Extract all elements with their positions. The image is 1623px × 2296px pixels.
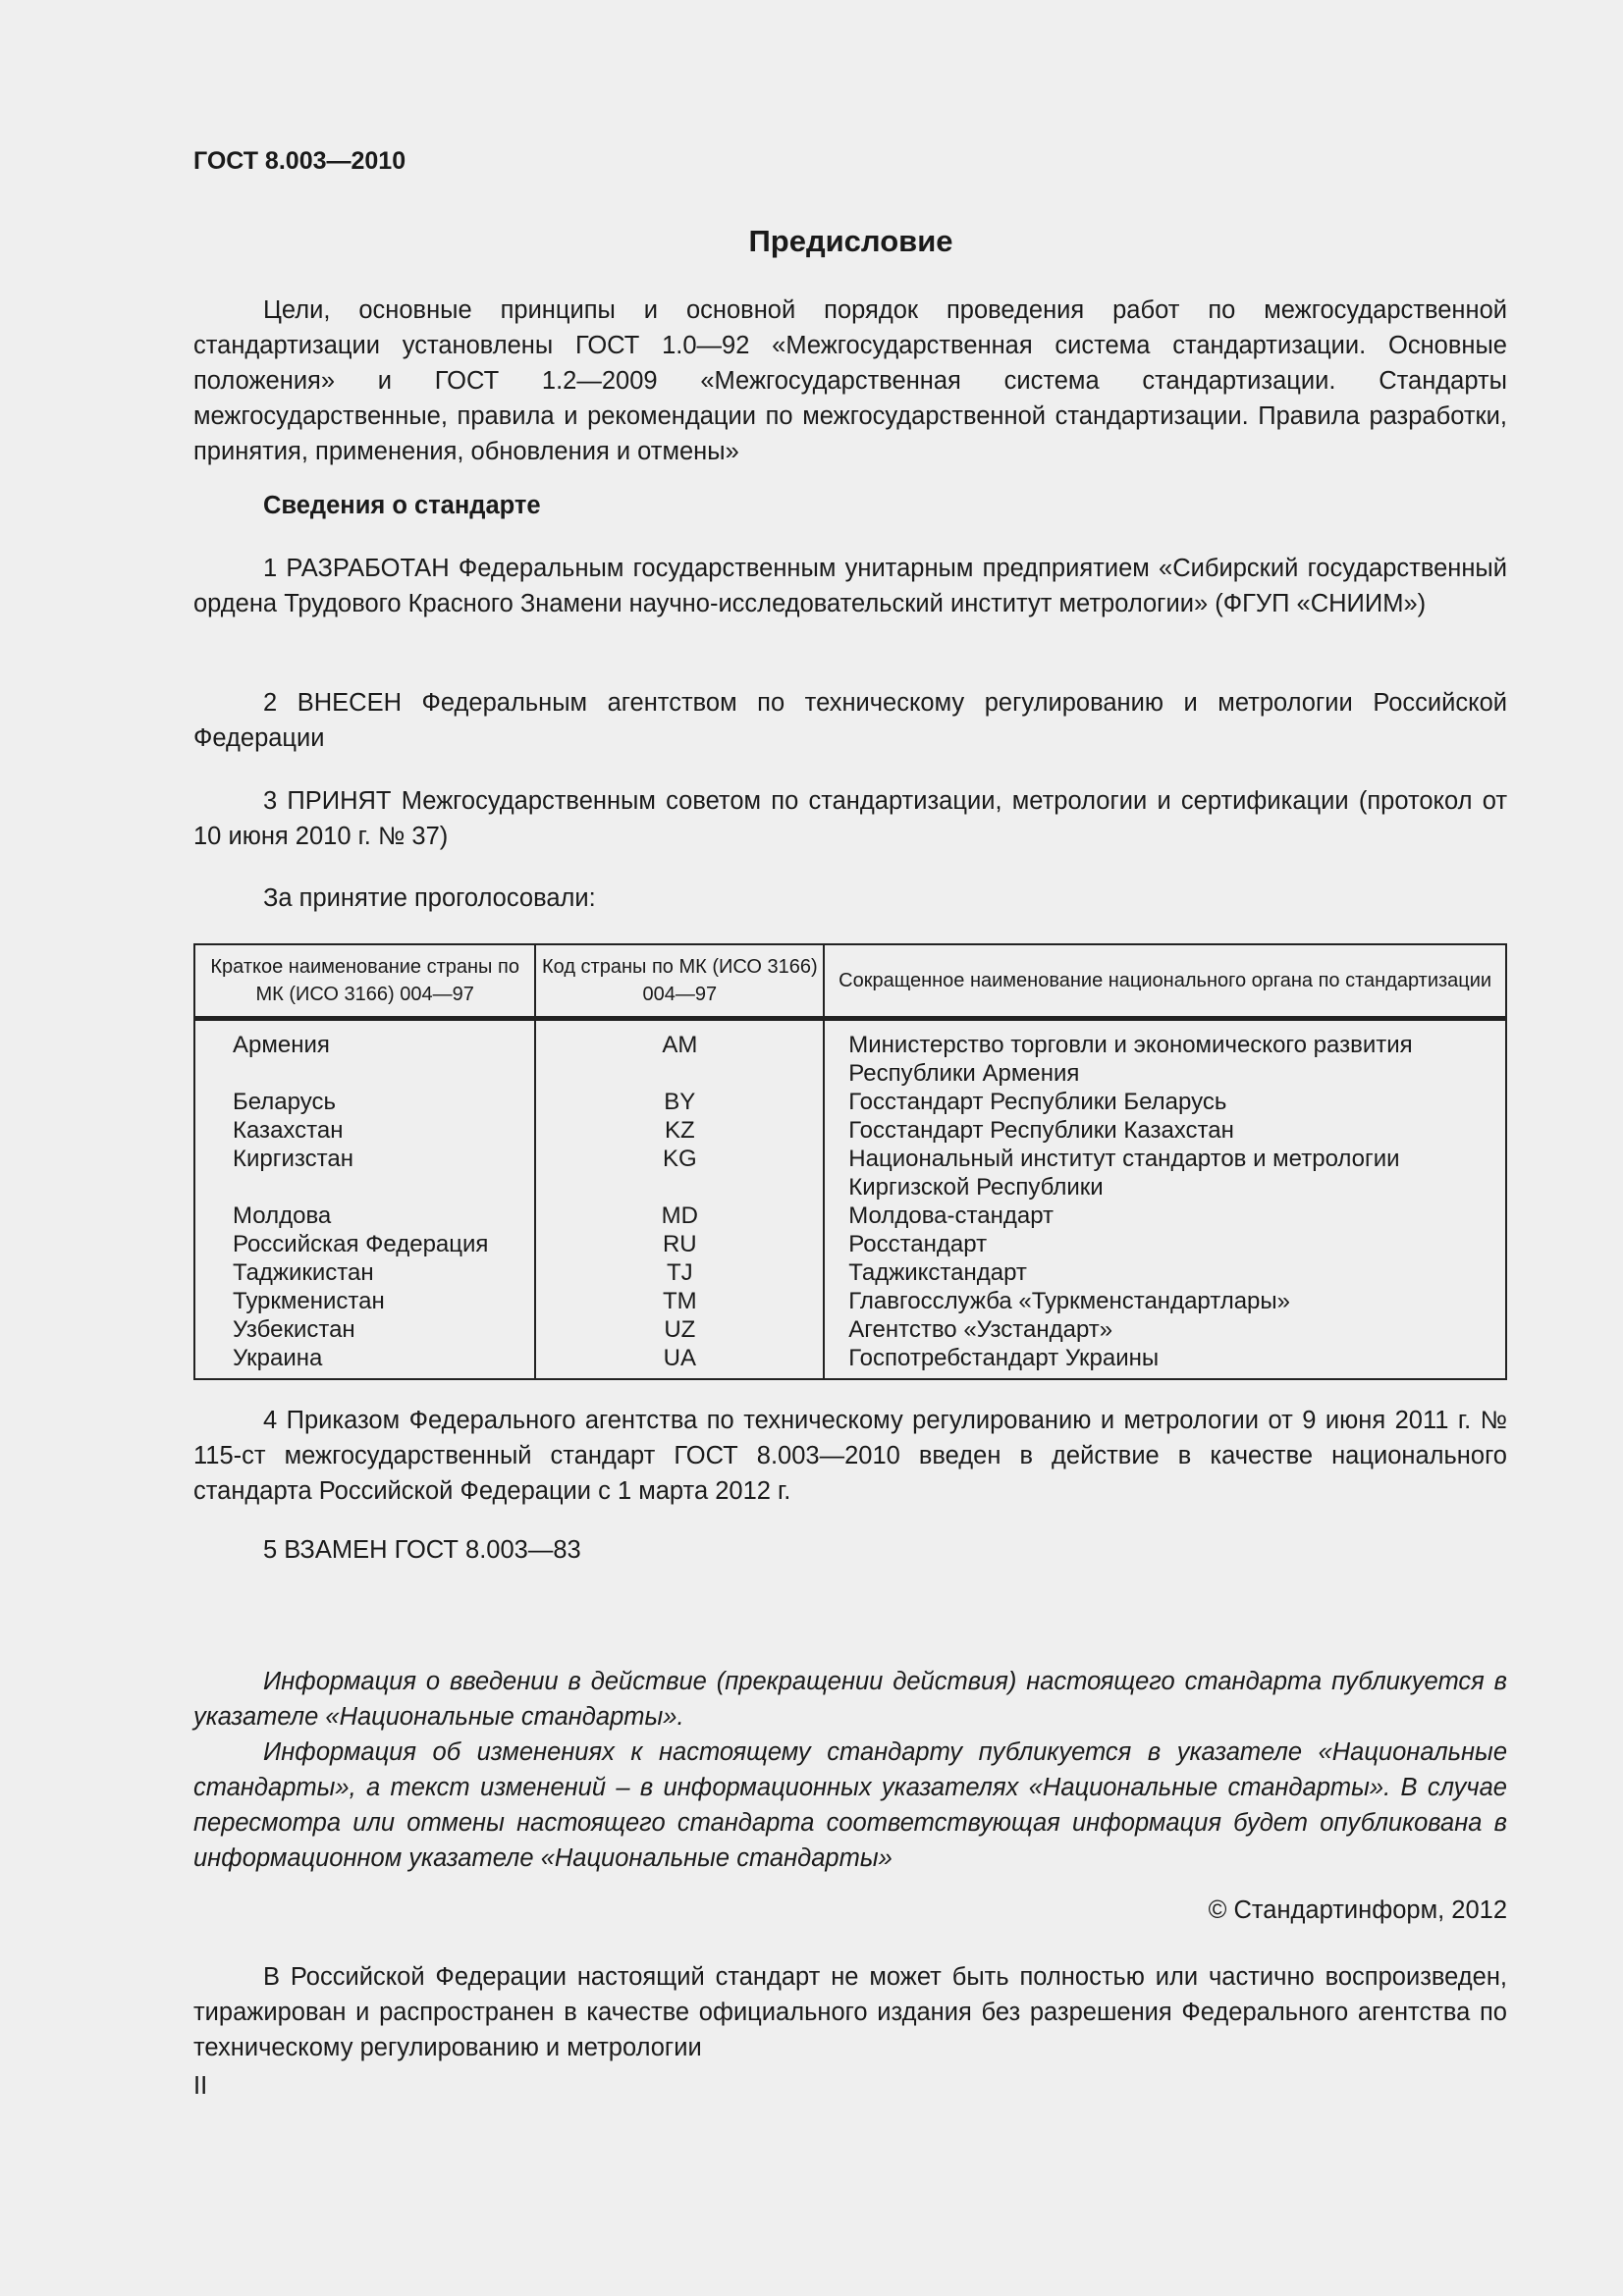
item-5: 5 ВЗАМЕН ГОСТ 8.003—83 — [263, 1536, 581, 1564]
table-row — [194, 1019, 1506, 1089]
code-cell: MD — [535, 1201, 824, 1230]
code-cell: BY — [535, 1088, 824, 1116]
item-1: 1 РАЗРАБОТАН Федеральным государственным унитарным предприятием «Сибирский государственный ордена Трудового Красного Знамени научно-исследовательский институт метрологии» (ФГУП «СНИИМ») — [193, 555, 1507, 617]
body-cell: Молдова-стандарт — [824, 1201, 1506, 1230]
info-heading: Сведения о стандарте — [263, 492, 541, 519]
col-header-body: Сокращенное наименование национального органа по стандартизации — [824, 944, 1506, 1019]
table-row — [194, 1287, 1506, 1315]
table-row — [194, 1344, 1506, 1379]
body-cell: Госпотребстандарт Украины — [824, 1344, 1506, 1379]
body-cell: Национальный институт стандартов и метрологии Киргизской Республики — [824, 1145, 1506, 1201]
intro-paragraph: Цели, основные принципы и основной порядок проведения работ по межгосударственной стандартизации установлены ГОСТ 1.0—92 «Межгосударственная система стандартизации. Основные положения» и ГОСТ 1.2—2009 «Межгосударственная система стандартизации. Стандарты межгосударственные, правила и рекомендации по межгосударственной стандартизации. Правила разработки, принятия, применения, обновления и отмены» — [193, 296, 1507, 465]
col-header-country: Краткое наименование страны по МК (ИСО 3166) 004—97 — [194, 944, 535, 1019]
voted-label: За принятие проголосовали: — [263, 884, 596, 912]
table-row — [194, 1201, 1506, 1230]
item-2: 2 ВНЕСЕН Федеральным агентством по техническому регулированию и метрологии Российской Федерации — [193, 689, 1507, 752]
body-cell: Министерство торговли и экономического развития Республики Армения — [824, 1019, 1506, 1089]
voting-table — [193, 943, 1507, 1380]
body-cell: Госстандарт Республики Беларусь — [824, 1088, 1506, 1116]
table-row — [194, 1088, 1506, 1116]
document-header: ГОСТ 8.003—2010 — [193, 147, 406, 175]
country-cell: Молдова — [194, 1201, 535, 1230]
body-cell: Агентство «Узстандарт» — [824, 1315, 1506, 1344]
country-cell: Туркменистан — [194, 1287, 535, 1315]
code-cell: TJ — [535, 1258, 824, 1287]
code-cell: UZ — [535, 1315, 824, 1344]
country-cell: Беларусь — [194, 1088, 535, 1116]
code-cell: UA — [535, 1344, 824, 1379]
notice-2: Информация об изменениях к настоящему стандарту публикуется в указателе «Национальные стандарты», а текст изменений – в информационных указателях «Национальные стандарты». В случае пересмотра или отмены настоящего стандарта соответствующая информация будет опубликована в информационном указателе «Национальные стандарты» — [193, 1738, 1507, 1872]
table-row — [194, 1116, 1506, 1145]
code-cell: AM — [535, 1019, 824, 1089]
code-cell: KG — [535, 1145, 824, 1201]
rights-paragraph: В Российской Федерации настоящий стандарт не может быть полностью или частично воспроизведен, тиражирован и распространен в качестве официального издания без разрешения Федерального агентства по техническому регулированию и метрологии — [193, 1963, 1507, 2061]
page-title: Предисловие — [748, 224, 953, 258]
country-cell: Узбекистан — [194, 1315, 535, 1344]
item-4: 4 Приказом Федерального агентства по техническому регулированию и метрологии от 9 июня 2011 г. № 115-ст межгосударственный стандарт ГОСТ 8.003—2010 введен в действие в качестве национального стандарта Российской Федерации с 1 марта 2012 г. — [193, 1407, 1507, 1505]
table-row — [194, 1145, 1506, 1201]
code-cell: TM — [535, 1287, 824, 1315]
col-header-code: Код страны по МК (ИСО 3166) 004—97 — [535, 944, 824, 1019]
code-cell: KZ — [535, 1116, 824, 1145]
copyright: © Стандартинформ, 2012 — [1208, 1896, 1507, 1924]
code-cell: RU — [535, 1230, 824, 1258]
country-cell: Украина — [194, 1344, 535, 1379]
table-row — [194, 1315, 1506, 1344]
notice-1: Информация о введении в действие (прекращении действия) настоящего стандарта публикуется в указателе «Национальные стандарты». — [193, 1668, 1507, 1731]
country-cell: Армения — [194, 1019, 535, 1089]
country-cell: Российская Федерация — [194, 1230, 535, 1258]
body-cell: Главгосслужба «Туркменстандартлары» — [824, 1287, 1506, 1315]
body-cell: Таджикстандарт — [824, 1258, 1506, 1287]
page-number: II — [193, 2072, 208, 2100]
table-row — [194, 1258, 1506, 1287]
country-cell: Казахстан — [194, 1116, 535, 1145]
body-cell: Росстандарт — [824, 1230, 1506, 1258]
table-row — [194, 1230, 1506, 1258]
item-3: 3 ПРИНЯТ Межгосударственным советом по стандартизации, метрологии и сертификации (протокол от 10 июня 2010 г. № 37) — [193, 787, 1507, 850]
body-cell: Госстандарт Республики Казахстан — [824, 1116, 1506, 1145]
country-cell: Таджикистан — [194, 1258, 535, 1287]
country-cell: Киргизстан — [194, 1145, 535, 1201]
